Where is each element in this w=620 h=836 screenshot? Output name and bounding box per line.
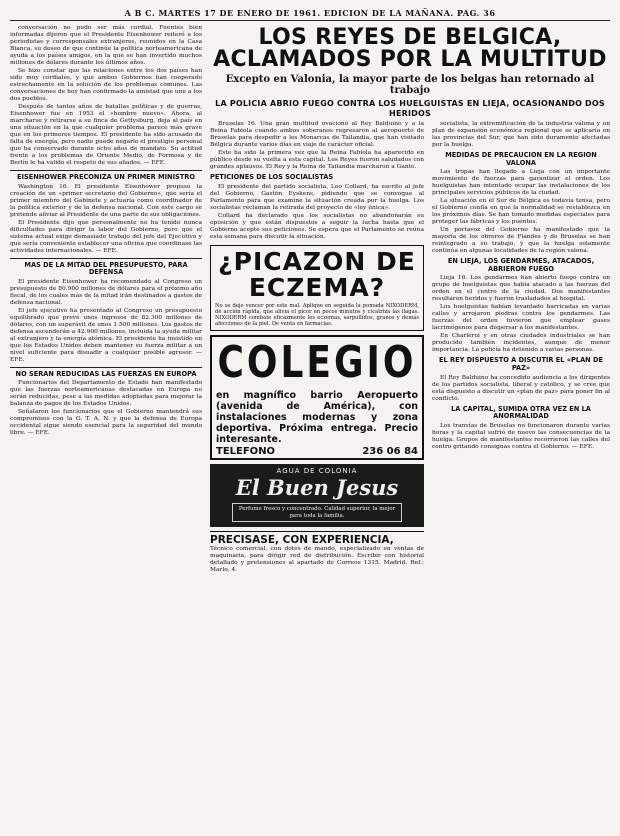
colonia-brand: El Buen Jesus: [235, 475, 399, 501]
phone-number: 236 06 84: [362, 446, 418, 458]
article-paragraph: conversación no pudo ser más cordial. Fuentes bien informadas dijeron que el Presidente Eisenhower reiteró a los periodistas y corresponsales extranjeros, reunidos en la Casa Blanca, su deseo de que continúe la política norteamericana de ayuda a los países amigos, en la que se han invertido muchos millones de dólares durante los últimos años.: [10, 25, 202, 66]
classified-advertisement: [210, 531, 424, 574]
article-paragraph: El presidente del partido socialista, Leo Collard, ha escrito al jefe del Gobierno, Gastón Eyskens, pidiendo que se convoque al Parlamento para que examine la situación creada por la huelga. Los socialistas reclaman la retirada del proyecto de «ley única».: [210, 183, 424, 211]
article-paragraph: Un portavoz del Gobierno ha manifestado que la mayoría de los obreros de Flandes y de Bruselas se han reintegrado a su trabajo, y que la huelga solamente continúa en algunas localidades de la región valona.: [432, 227, 610, 255]
left-column: [10, 25, 202, 574]
picazon-text: No se deje vencer por este mal. Aplique en seguida la pomada NIXODERM, de acción rápida, que alivia el picor en pocos minutos y cicatriza las llagas. NIXODERM combate eficazmente los eczemas, sarpullidos, granos y demás afecciones de la piel. De venta en farmacias.: [215, 302, 419, 328]
colegio-phone-row: [216, 446, 418, 458]
article-paragraph: El Presidente dijo que personalmente no ha tenido nunca dificultades para dirigir la labor del Gobierno, pero que el sistema actual exige demasiado trabajo del jefe del Ejecutivo y que sería conveniente establecer una oficina que coordinase las actividades internacionales. — EFE.: [10, 219, 202, 254]
colegio-title: COLEGIO: [217, 339, 417, 389]
colegio-body: en magnífico barrio Aeropuerto (avenida de América), con instalaciones modernas y zona deportiva. Próxima entrega. Precio interesante.: [216, 390, 418, 446]
article-paragraph: Lieja 16. Los gendarmes han abierto fuego contra un grupo de huelguistas que había atacado a las fuerzas del orden en el centro de la ciudad. Dos manifestantes resultaron heridos y fueron trasladados al hospital.: [432, 275, 610, 303]
article-paragraph: Collard ha declarado que los socialistas no abandonarán su oposición y que están dispuestos a seguir la lucha hasta que el Gobierno acepte sus peticiones. Se espera que el Parlamento se reúna esta semana para discutir la situación.: [210, 212, 424, 240]
colegio-advertisement: [210, 335, 424, 460]
section-heading: EL REY DISPUESTO A DISCUTIR EL «PLAN DE PAZ»: [439, 356, 603, 372]
classified-title: PRECISASE, CON EXPERIENCIA,: [210, 534, 394, 547]
lead-columns: [210, 121, 610, 574]
article-paragraph: El presidente Eisenhower ha recomendado al Congreso un presupuesto de 80.900 millones de dólares para el próximo año fiscal, de los cuales más de la mitad irán destinados a gastos de defensa nacional.: [10, 278, 202, 306]
page-header: [10, 6, 610, 21]
article-paragraph: Los tranvías de Bruselas no funcionaron durante varias horas y la capital sufrió de nuevo las consecuencias de la huelga. Grupos de manifestantes recorrieron las calles del centro gritando consignas contra el Gobierno. — EFE.: [432, 422, 610, 450]
colonia-label: AGUA DE COLONIA: [276, 467, 358, 476]
article-paragraph: Washington 16. El presidente Eisenhower propuso la creación de un «primer secretario del Gobierno», que sería el primer miembro del Gabinete y actuaría como coordinador de la política exterior y de la defensa nacional. Con este cargo se pretende aliviar al Presidente de una parte de sus obligaciones.: [10, 183, 202, 218]
lead-headline: LOS REYES DE BELGICA, ACLAMADOS POR LA MULTITUD: [213, 25, 607, 72]
section-heading: EN LIEJA, LOS GENDARMES, ATACADOS, ABRIERON FUEGO: [447, 257, 595, 273]
article-paragraph: Bruselas 16. Una gran multitud ovacionó al Rey Balduino y a la Reina Fabiola cuando ambos soberanos regresaron al aeropuerto de Bruselas para despedir a los Monarcas de Tailandia, que han visitado Bélgica durante varios días en viaje de carácter oficial.: [210, 121, 424, 148]
article-paragraph: Este ha sido la primera vez que la Reina Fabiola ha aparecido en público desde su vuelta a esta capital. Los Reyes fueron saludados con grandes aplausos. El Rey y la Reina de Tailandia marcharon a Gante.: [210, 150, 424, 170]
lead-deck: LA POLICIA ABRIO FUEGO CONTRA LOS HUELGUISTAS EN LIEJA, OCASIONANDO DOS HERIDOS: [215, 99, 605, 118]
section-heading: PETICIONES DE LOS SOCIALISTAS: [210, 173, 334, 181]
article-paragraph: Después de tantos años de batallas políticas y de guerras, Eisenhower fue en 1953 el «hombre nuevo». Ahora, al marcharse y retirarse a su finca de Gettysburg, deja al país en una situación en la que cualquier problema parece más grave que en los primeros tiempos. El presidente ha sido acusado de falta de energía, pero nadie puede negarle el prestigio personal que ha conservado durante ocho años de mandato. Su actitud frente a los problemas de Oriente Medio, de Formosa y de Berlín le ha valido el respeto de sus aliados. — EFE.: [10, 104, 202, 166]
divider: [10, 170, 202, 171]
article-paragraph: Las tropas han llegado a Lieja con un importante movimiento de fuerzas para garantizar el orden. Los huelguistas han intentado ocupar las instalaciones de los principales servicios públicos de la ciudad.: [432, 169, 610, 197]
article-paragraph: La situación en el Sur de Bélgica es todavía tensa, pero el Gobierno confía en que la normalidad se restablezca en los próximos días. Se han tomado medidas especiales para proteger las fábricas y los puentes.: [432, 198, 610, 226]
middle-column: [210, 121, 424, 574]
section-heading: MEDIDAS DE PRECAUCION EN LA REGION VALONA: [445, 151, 597, 167]
article-paragraph: Los huelguistas habían levantado barricadas en varias calles y arrojaron piedras contra los gendarmes. Las fuerzas del orden tuvieron que emplear gases lacrimógenos para dispersar a los manifestantes.: [432, 304, 610, 332]
classified-text: Técnico comercial, con dotes de mando, especializado en ventas de maquinaria, para dirigir red de distribución. Escribir con historial detallado y pretensiones al apartado de Correos 1315. Madrid. Ref.: Marlo, 4.: [210, 546, 424, 574]
section-heading: EISENHOWER PRECONIZA UN PRIMER MINISTRO: [17, 173, 195, 181]
lead-story-area: [210, 25, 610, 574]
lead-subheadline: Excepto en Valonia, la mayor parte de los belgas han retornado al trabajo: [225, 74, 595, 96]
article-paragraph: El Rey Balduino ha concedido audiencia a los dirigentes de los partidos socialista, liberal y católico, y se cree que está dispuesto a discutir un «plan de paz» para poner fin al conflicto.: [432, 374, 610, 402]
divider: [10, 367, 202, 368]
phone-label: TELEFONO: [216, 446, 276, 458]
section-heading: MAS DE LA MITAD DEL PRESUPUESTO, PARA DEFENSA: [24, 260, 188, 277]
section-heading: NO SERAN REDUCIDAS LAS FUERZAS EN EUROPA: [15, 369, 197, 378]
article-paragraph: Funcionarios del Departamento de Estado han manifestado que las fuerzas norteamericanas destacadas en Europa no serán reducidas, pese a las medidas adoptadas para mejorar la balanza de pagos de los Estados Unidos.: [10, 380, 202, 408]
section-heading: LA CAPITAL, SUMIDA OTRA VEZ EN LA ANORMALIDAD: [451, 404, 591, 421]
colonia-advertisement: [210, 464, 424, 527]
article-paragraph: socialista, la extremificación de la industria valona y un plan de expansión económica regional que se aplicaría en las provincias del Sur, que han sido duramente afectadas por la huelga.: [432, 121, 610, 148]
header-line: A B C. MARTES 17 DE ENERO DE 1961. EDICION DE LA MAÑANA. PAG. 36: [124, 8, 496, 18]
colonia-text: Perfume fresco y concentrado. Calidad superior, la mejor para toda la familia.: [232, 503, 402, 522]
right-column: [432, 121, 610, 574]
article-paragraph: Se hizo constar que las relaciones entre los dos países han sido muy cordiales, y que ambos Gobiernos han cooperado estrechamente en la solución de los problemas comunes. Las conversaciones de hoy han confirmado la amistad que une a los dos pueblos.: [10, 68, 202, 102]
columns: [10, 25, 610, 574]
article-paragraph: Señalaron los funcionarios que el Gobierno mantendrá sus compromisos con la O. T. A. N. y que la defensa de Europa occidental sigue siendo esencial para la seguridad del mundo libre. — EFE.: [10, 409, 202, 437]
picazon-title: ¿PICAZON DE ECZEMA?: [218, 246, 416, 302]
article-paragraph: En Charleroi y en otras ciudades industriales se han producido también incidentes, aunque de menor importancia. La policía ha detenido a varias personas.: [432, 333, 610, 354]
picazon-advertisement: [210, 245, 424, 332]
article-paragraph: El jefe ejecutivo ha presentado al Congreso un presupuesto equilibrado que prevé unos ingresos de 82.300 millones de dólares, con un superávit de unos 1.500 millones. Los gastos de defensa ascenderán a 42.900 millones, incluida la ayuda militar al extranjero y la energía atómica. El presidente ha insistido en que los Estados Unidos deben mantener su fuerza militar a un nivel suficiente para disuadir a cualquier posible agresor. — EFE.: [10, 307, 202, 363]
divider: [10, 258, 202, 259]
